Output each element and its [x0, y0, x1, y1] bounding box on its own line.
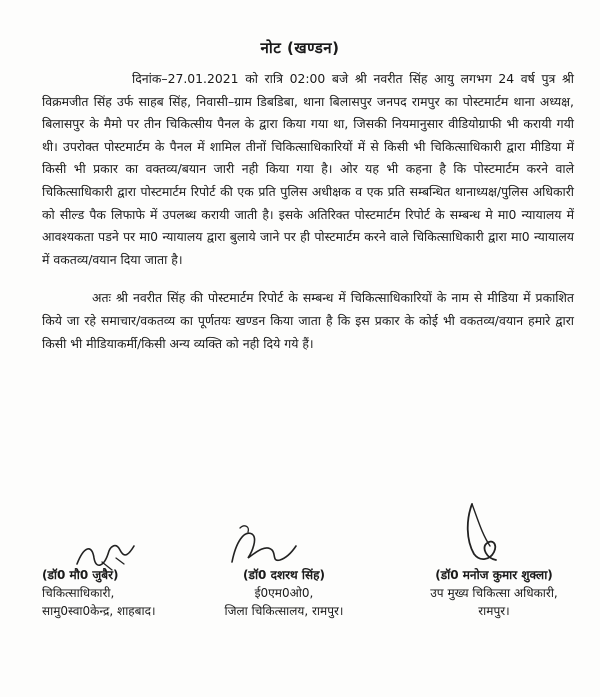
paragraph-2: अतः श्री नवरीत सिंह की पोस्टमार्टम रिपोर्ट के सम्बन्ध में चिकित्साधिकारियों के नाम से मीडिया में प्रकाशित किये जा रहे समाचार/वकतव्य का पूर्णतयः खण्डन किया जाता है कि इस प्रकार के कोई भी वकतव्य/वयान हमारे द्वारा किसी भी मीडियाकर्मी/किसी अन्य व्यक्ति को नही दिये गये हैं।	[42, 290, 574, 351]
document-title: नोट (खण्डन)	[260, 39, 340, 57]
signatory-right	[404, 566, 584, 620]
signatory-office: सामु0स्वा0केन्द्र, शाहबाद।	[42, 604, 156, 618]
signatory-middle	[204, 566, 364, 620]
signatory-name: (डॉ0 मौ0 जुबैर)	[42, 568, 119, 582]
signatory-name: (डॉ0 मनोज कुमार शुक्ला)	[435, 568, 553, 582]
document-body	[42, 68, 574, 355]
signature-middle	[222, 522, 302, 570]
signatory-name: (डॉ0 दशरथ सिंह)	[243, 568, 325, 582]
signatory-designation: चिकित्साधिकारी,	[42, 586, 115, 600]
signatory-office: जिला चिकित्सालय, रामपुर।	[224, 604, 344, 618]
signatory-office: रामपुर।	[478, 604, 510, 618]
signature-right	[452, 500, 512, 566]
signatory-designation: उप मुख्य चिकित्सा अधिकारी,	[430, 586, 558, 600]
paragraph-1: दिनांक–27.01.2021 को रात्रि 02:00 बजे श्री नवरीत सिंह आयु लगभग 24 वर्ष पुत्र श्री विक्रमजीत सिंह उर्फ साहब सिंह, निवासी–ग्राम डिबडिबा, थाना बिलासपुर जनपद रामपुर का पोस्टमार्टम थाना अध्यक्ष, बिलासपुर के मैमो पर तीन चिकित्सीय पैनल के द्वारा किया गया था, जिसकी नियमानुसार वीडियोग्राफी भी करायी गयी थी। उपरोक्त पोस्टमार्टम के पैनल में शामिल तीनों चिकित्साधिकारियों में से किसी भी चिकित्साधिकारी द्वारा मीडिया में किसी भी प्रकार का वक्तव्य/बयान जारी नही किया गया है। ओर यह भी कहना है कि पोस्टमार्टम करने वाले चिकित्साधिकारी द्वारा पोस्टमार्टम रिपोर्ट की एक प्रति पुलिस अधीक्षक व एक प्रति सम्बन्धित थानाध्यक्ष/पुलिस अधिकारी को सील्ड पैक लिफाफे में उपलब्ध करायी जाती है। इसके अतिरिक्त पोस्टमार्टम रिपोर्ट के सम्बन्ध मे मा0 न्यायालय में आवश्यकता पडने पर मा0 न्यायालय द्वारा बुलाये जाने पर ही पोस्टमार्टम करने वाले चिकित्साधिकारी द्वारा मा0 न्यायालय में वकतव्य/वयान दिया जाता है।	[42, 71, 574, 267]
signatory-designation: ई0एम0ओ0,	[254, 586, 314, 600]
signatory-left	[42, 566, 192, 620]
